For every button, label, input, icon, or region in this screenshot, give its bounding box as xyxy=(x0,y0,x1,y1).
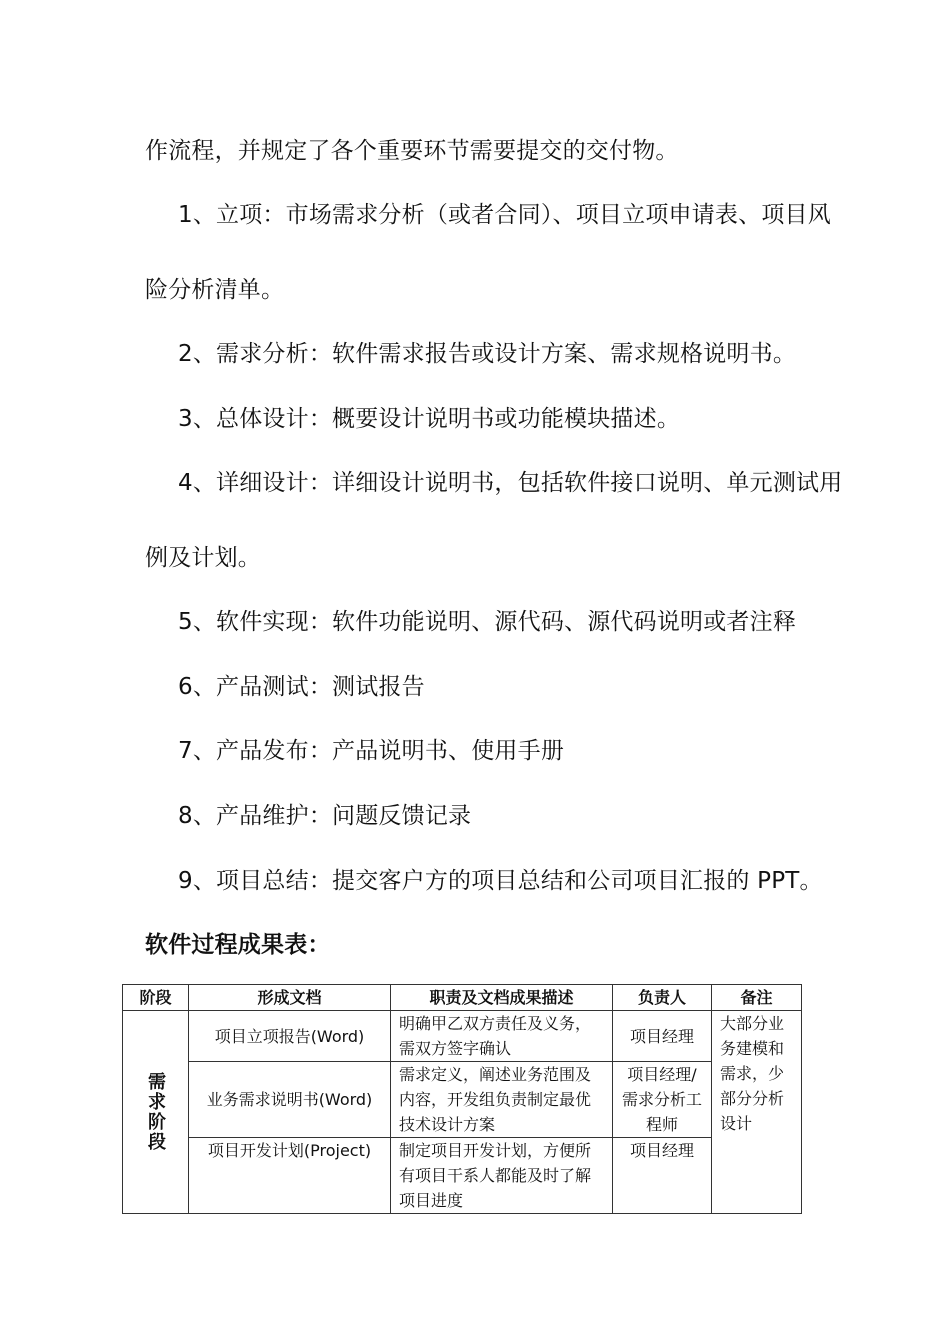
paragraph-item-6: 6、产品测试：测试报告 xyxy=(178,674,425,700)
paragraph-item-9: 9、项目总结：提交客户方的项目总结和公司项目汇报的 PPT。 xyxy=(178,868,823,894)
table-row xyxy=(123,1062,802,1138)
header-description: 职责及文档成果描述 xyxy=(391,985,613,1011)
owner-cell: 项目经理 xyxy=(613,1011,712,1062)
paragraph-item-7: 7、产品发布：产品说明书、使用手册 xyxy=(178,738,565,764)
paragraph-item-8: 8、产品维护：问题反馈记录 xyxy=(178,803,472,829)
paragraph-item-5: 5、软件实现：软件功能说明、源代码、源代码说明或者注释 xyxy=(178,609,797,635)
table-row xyxy=(123,1011,802,1062)
header-document: 形成文档 xyxy=(189,985,391,1011)
header-owner: 负责人 xyxy=(613,985,712,1011)
table-heading: 软件过程成果表： xyxy=(145,932,331,958)
header-stage: 阶段 xyxy=(123,985,189,1011)
paragraph-item-4: 4、详细设计：详细设计说明书，包括软件接口说明、单元测试用 xyxy=(178,470,843,496)
desc-cell: 需求定义，阐述业务范围及内容，开发组负责制定最优技术设计方案 xyxy=(391,1062,613,1138)
table-row xyxy=(123,1138,802,1214)
owner-cell: 项目经理 xyxy=(613,1138,712,1214)
desc-cell: 制定项目开发计划，方便所有项目干系人都能及时了解项目进度 xyxy=(391,1138,613,1214)
doc-cell: 项目开发计划(Project) xyxy=(189,1138,391,1214)
paragraph-intro-continuation: 作流程，并规定了各个重要环节需要提交的交付物。 xyxy=(145,138,679,164)
header-remark: 备注 xyxy=(712,985,802,1011)
table-header-row xyxy=(123,985,802,1011)
doc-cell: 项目立项报告(Word) xyxy=(189,1011,391,1062)
process-results-table xyxy=(122,984,802,1214)
paragraph-item-2: 2、需求分析：软件需求报告或设计方案、需求规格说明书。 xyxy=(178,341,797,367)
paragraph-item-4-continuation: 例及计划。 xyxy=(145,545,261,571)
paragraph-item-1: 1、立项：市场需求分析（或者合同）、项目立项申请表、项目风 xyxy=(178,202,831,228)
stage-cell: 需求阶段 xyxy=(123,1011,189,1214)
paragraph-item-3: 3、总体设计：概要设计说明书或功能模块描述。 xyxy=(178,406,681,432)
paragraph-item-1-continuation: 险分析清单。 xyxy=(145,277,285,303)
desc-cell: 明确甲乙双方责任及义务，需双方签字确认 xyxy=(391,1011,613,1062)
owner-cell: 项目经理/需求分析工程师 xyxy=(613,1062,712,1138)
doc-cell: 业务需求说明书(Word) xyxy=(189,1062,391,1138)
remark-cell: 大部分业务建模和需求，少部分分析设计 xyxy=(712,1011,802,1214)
